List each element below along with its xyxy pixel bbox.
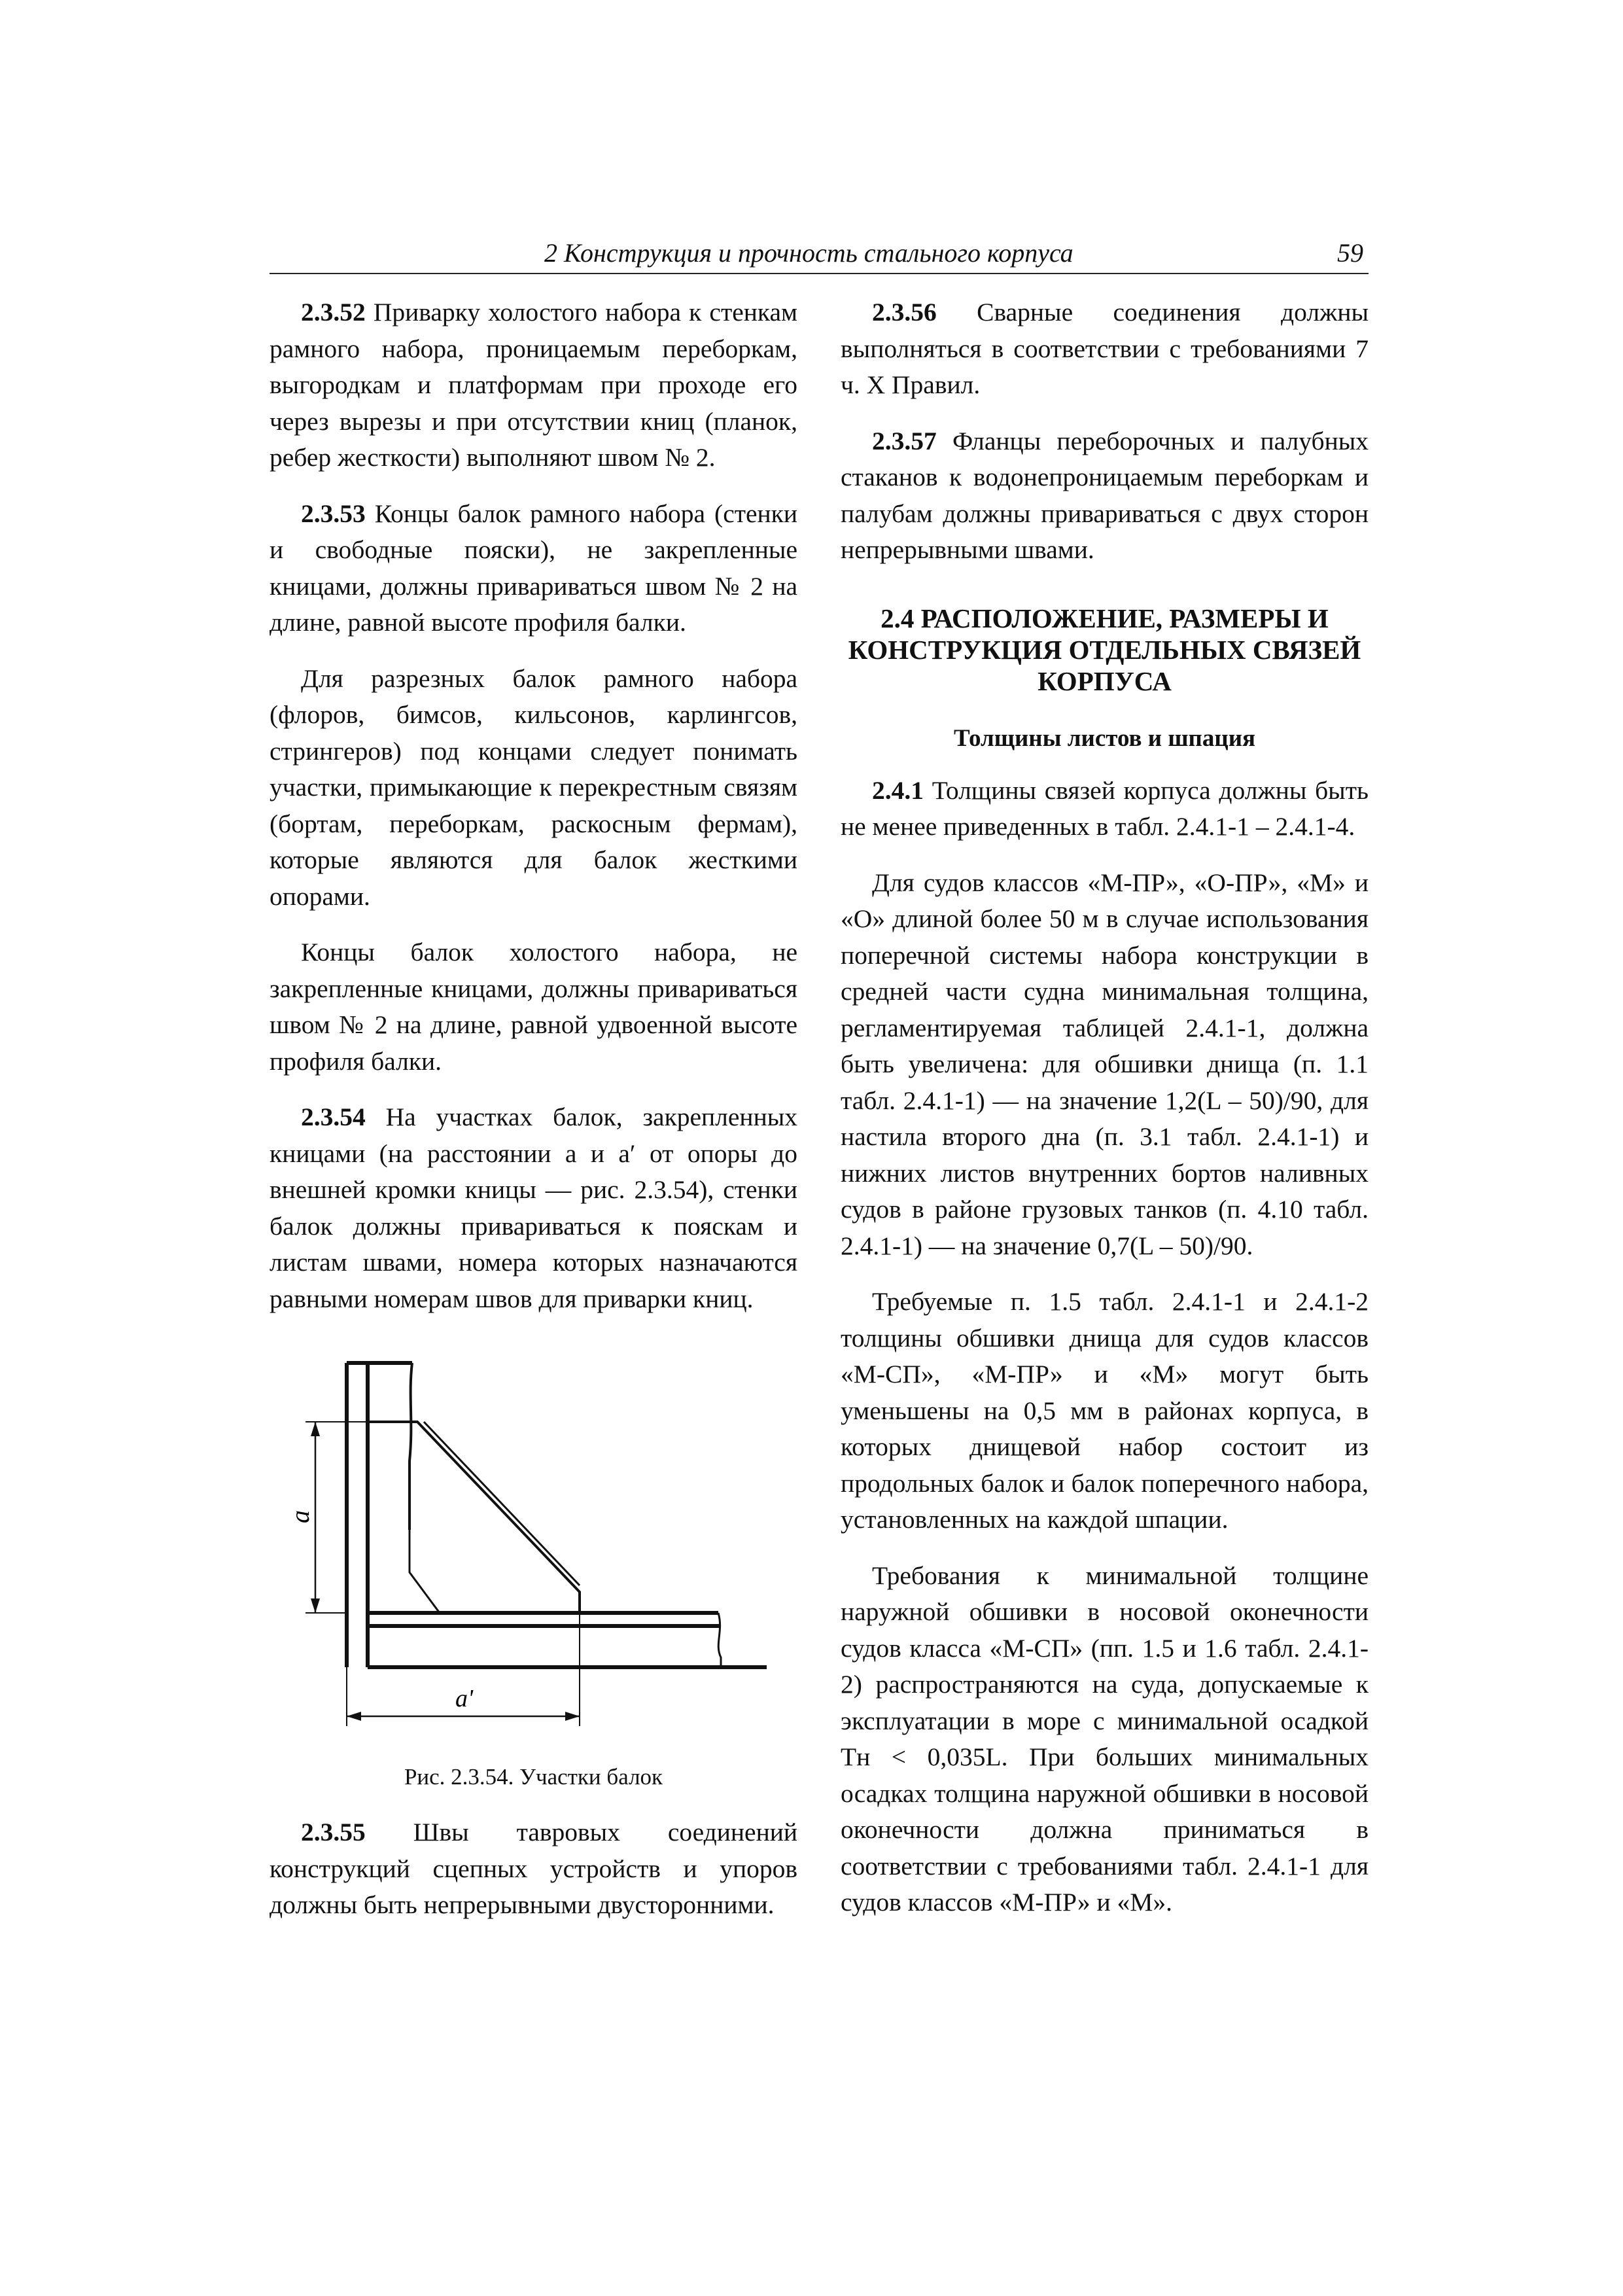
arrow-right [565,1712,580,1721]
clause-number: 2.3.56 [872,298,937,327]
paragraph-text: Фланцы переборочных и палубных стаканов к водонепроницаемым переборкам и палубам должны привариваться с двух сторон непрерывными швами. [841,426,1369,564]
dimension-label-a: a [285,1510,315,1523]
figure-beam-sections [270,1343,797,1814]
clause-number: 2.3.54 [301,1103,366,1131]
paragraph: Для судов классов «М-ПР», «О-ПР», «М» и «О» длиной более 50 м в случае использования поперечной системы набора конструкции в средней части судна минимальная толщина, регламентируемая таблицей 2.4.1-1, должна быть увеличена: для обшивки днища (п. 1.1 табл. 2.4.1-1) — на значение 1,2(L – 50)/90, для настила второго дна (п. 3.1 табл. 2.4.1-1) и нижних листов внутренних бортов наливных судов в районе грузовых танков (п. 4.10 табл. 2.4.1-1) — на значение 0,7(L – 50)/90. [841,868,1369,1260]
figure-caption: Рис. 2.3.54. Участки балок [404,1764,663,1790]
paragraph-2-3-54 [270,1099,797,1317]
right-column [841,294,1369,1941]
vertical-beam-right-edge [410,1363,412,1530]
bracket-inner-line [410,1530,440,1613]
paragraph-text: Швы тавровых соединений конструкций сцепных устройств и упоров должны быть непрерывными двусторонними. [270,1818,797,1919]
clause-number: 2.3.52 [301,298,366,327]
paragraph-2-3-53 [270,496,797,641]
arrow-down [311,1598,320,1613]
running-header [270,232,1369,274]
paragraph-2-3-55 [270,1814,797,1924]
plate-break-line [718,1613,721,1667]
clause-number: 2.3.57 [872,426,937,455]
beam-bracket-diagram [270,1343,797,1762]
vertical-beam-web [347,1363,412,1667]
bracket-plate [368,1422,580,1613]
clause-number: 2.3.53 [301,499,366,528]
paragraph: Требования к минимальной толщине наружной обшивки в носовой оконечности судов класса «М-СП» (пп. 1.5 и 1.6 табл. 2.4.1-2) распространяются на суда, допускаемые к эксплуатации в море с минимальной осадкой Tн < 0,035L. При больших минимальных осадках толщина наружной обшивки в носовой оконечности должна приниматься в соответствии с требованиями табл. 2.4.1-1 для судов классов «М-ПР» и «М». [841,1561,1369,1916]
left-column [270,294,797,1943]
paragraph-text: Приварку холостого набора к стенкам рамного набора, проницаемым переборкам, выгородкам и платформам при проходе его через вырезы и при отсутствии книц (планок, ребер жесткости) выполняют швом № 2. [270,298,797,472]
bracket-edge [417,1422,580,1589]
dimension-label-a-prime: a' [455,1685,474,1712]
clause-number: 2.4.1 [872,775,924,805]
running-header-title: 2 Конструкция и прочность стального корпуса [544,238,1073,268]
paragraph-2-4-1 [841,773,1369,845]
paragraph-2-3-52 [270,294,797,476]
paragraph-2-3-56 [841,294,1369,404]
horizontal-plate [368,1613,767,1667]
paragraph-text: На участках балок, закрепленных кницами (на расстоянии a и a′ от опоры до внешней кромки кницы — рис. 2.3.54), стенки балок должны привариваться к пояскам и листам швами, номера которых назначаются равными номерам швов для приварки книц. [270,1103,797,1313]
arrow-left [347,1712,361,1721]
arrow-up [311,1422,320,1436]
subsection-heading: Толщины листов и шпация [953,724,1256,752]
paragraph: Концы балок холостого набора, не закрепленные кницами, должны привариваться швом № 2 на длине, равной удвоенной высоте профиля балки. [270,938,797,1076]
paragraph-2-3-57 [841,423,1369,569]
paragraph-text: Концы балок рамного набора (стенки и свободные пояски), не закрепленные кницами, должны привариваться швом № 2 на длине, равной высоте профиля балки. [270,499,797,637]
paragraph: Для разрезных балок рамного набора (флоров, бимсов, кильсонов, карлингсов, стрингеров) под концами следует понимать участки, примыкающие к перекрестным связям (бортам, переборкам, раскосным фермам), которые являются для балок жесткими опорами. [270,663,797,911]
clause-number: 2.3.55 [301,1818,366,1846]
paragraph: Требуемые п. 1.5 табл. 2.4.1-1 и 2.4.1-2 толщины обшивки днища для судов классов «М-СП», «М-ПР» и «М» могут быть уменьшены на 0,5 мм в районах корпуса, в которых днищевой набор состоит из продольных балок и балок поперечного набора, установленных на каждой шпации. [841,1287,1369,1534]
paragraph-text: Сварные соединения должны выполняться в соответствии с требованиями 7 ч. X Правил. [841,298,1369,399]
section-heading: 2.4 РАСПОЛОЖЕНИЕ, РАЗМЕРЫ И КОНСТРУКЦИЯ ОТДЕЛЬНЫХ СВЯЗЕЙ КОРПУСА [848,603,1361,696]
paragraph-text: Толщины связей корпуса должны быть не менее приведенных в табл. 2.4.1-1 – 2.4.1-4. [841,775,1369,841]
page-number: 59 [1337,238,1363,268]
